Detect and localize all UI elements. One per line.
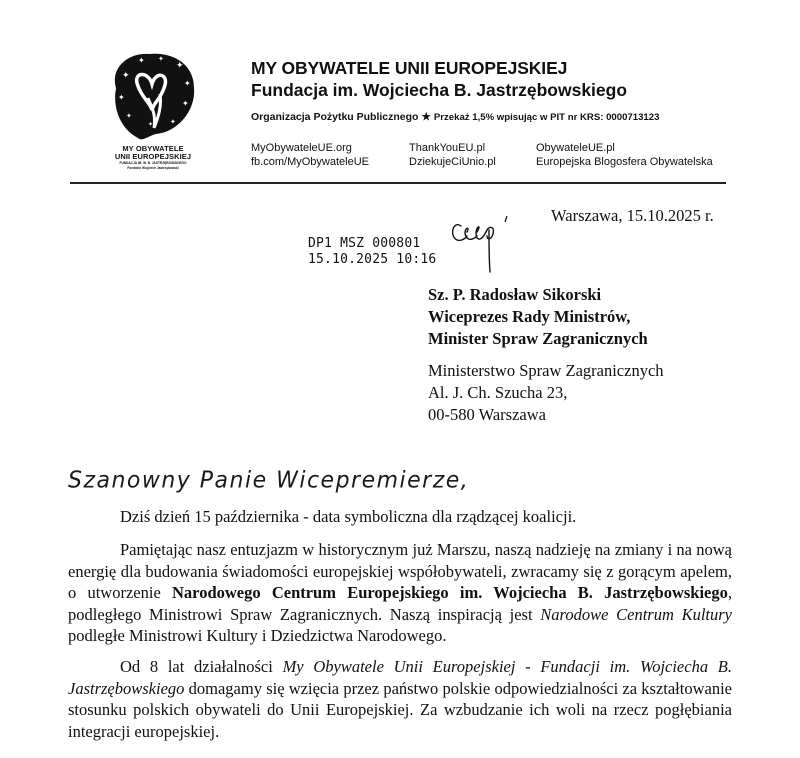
p2-text-e: podległe Ministrowi Kultury i Dziedzictwa Narodowego.	[68, 626, 447, 645]
p3-text-a: Od 8 lat działalności	[120, 657, 283, 676]
svg-text:✦: ✦	[122, 70, 130, 80]
opp-line	[251, 111, 659, 123]
p2-italic-nck: Narodowe Centrum Kultury	[540, 604, 733, 624]
svg-text:✦: ✦	[182, 99, 189, 108]
handwriting-salutation-icon	[68, 452, 488, 512]
p2-bold-center-name: Narodowego Centrum Europejskiego im. Wojciecha B. Jastrzębowskiego	[172, 583, 728, 602]
stamp-datetime: 15.10.2025 10:16	[308, 251, 437, 267]
recipient-block	[428, 284, 648, 350]
link-dziekujeciunio[interactable]: DziekujeCiUnio.pl	[409, 155, 496, 168]
svg-text:✦: ✦	[158, 55, 164, 63]
stamp-reference: DP1 MSZ 000801	[308, 236, 421, 251]
link-obywateleue[interactable]: ObywateleUE.pl	[536, 142, 615, 154]
recipient-title-2: Minister Spraw Zagranicznych	[428, 329, 648, 348]
svg-text:✦: ✦	[112, 88, 118, 94]
star-icon: ★	[421, 111, 431, 123]
recipient-name: Sz. P. Radosław Sikorski	[428, 285, 602, 304]
foundation-logo	[108, 48, 198, 188]
organization-name: MY OBYWATELE UNII EUROPEJSKIEJ	[251, 58, 568, 78]
address-city: 00-580 Warszawa	[428, 405, 546, 424]
svg-text:✦: ✦	[118, 93, 125, 102]
paragraph-1: Dziś dzień 15 października - data symboliczna dla rządzącej koalicji.	[120, 507, 577, 526]
links-column-1	[251, 142, 369, 169]
svg-text:✦: ✦	[148, 122, 154, 128]
logo-text-line1: MY OBYWATELE	[122, 144, 184, 153]
opp-label: Organizacja Pożytku Publicznego	[251, 111, 419, 123]
foundation-name: Fundacja im. Wojciecha B. Jastrzębowskiego	[251, 80, 628, 100]
svg-text:✦: ✦	[126, 112, 132, 120]
logo-text-line4: Fundator Wojciech Jastrzębowski	[127, 166, 179, 170]
salutation-text: Szanowny Panie Wicepremierze,	[68, 467, 470, 494]
svg-text:✦: ✦	[184, 79, 191, 88]
links-column-2	[409, 142, 496, 169]
logo-heart-emblem-icon	[108, 48, 198, 143]
blogosfera-label: Europejska Blogosfera Obywatelska	[536, 155, 713, 168]
link-thankyoueu[interactable]: ThankYouEU.pl	[409, 142, 486, 154]
address-institution: Ministerstwo Spraw Zagranicznych	[428, 361, 664, 380]
address-street: Al. J. Ch. Szucha 23,	[428, 383, 568, 402]
handwritten-salutation	[68, 452, 488, 512]
p2-text-c: , podległego Ministrowi Spraw Zagranicznych. Naszą inspiracją jest	[68, 583, 732, 624]
p3-text-c: domagamy się wzięcia przez państwo polskie odpowiedzialności za kształtowanie stosunku polskich obywateli do Unii Europejskiej. Za wzbudzanie ich woli na rzecz pogłębiania integracji europejskiej.	[68, 678, 732, 741]
krs-info: Przekaż 1,5% wpisując w PIT nr KRS: 0000713123	[433, 112, 660, 123]
letterhead-divider	[70, 182, 726, 184]
links-column-3	[536, 142, 713, 169]
handwritten-initials-icon	[447, 212, 517, 274]
logo-text-line3: FUNDACJA IM. W. B. JASTRZĘBOWSKIEGO	[119, 161, 187, 165]
link-facebook[interactable]: fb.com/MyObywateleUE	[251, 155, 369, 168]
address-block	[428, 360, 664, 426]
recipient-title-1: Wiceprezes Rady Ministrów,	[428, 307, 631, 326]
place-date: Warszawa, 15.10.2025 r.	[551, 206, 714, 225]
link-website[interactable]: MyObywateleUE.org	[251, 142, 352, 154]
p3-italic-foundation: My Obywatele Unii Europejskiej - Fundacji im. Wojciecha B. Jastrzębowskiego	[68, 657, 732, 698]
registry-stamp	[308, 236, 436, 267]
svg-text:✦: ✦	[138, 56, 145, 65]
svg-text:✦: ✦	[176, 60, 184, 70]
p2-text-a: Pamiętając nasz entuzjazm w historycznym już Marszu, naszą nadzieję na zmiany i na nową energię dla budowania świadomości europejskiej współobywateli, zwracamy się z gorącym apelem, o utworzenie	[68, 540, 732, 602]
svg-text:✦: ✦	[170, 118, 176, 126]
paragraph-2	[68, 539, 732, 647]
paragraph-3	[68, 656, 732, 742]
logo-text-line2: UNII EUROPEJSKIEJ	[114, 152, 192, 161]
